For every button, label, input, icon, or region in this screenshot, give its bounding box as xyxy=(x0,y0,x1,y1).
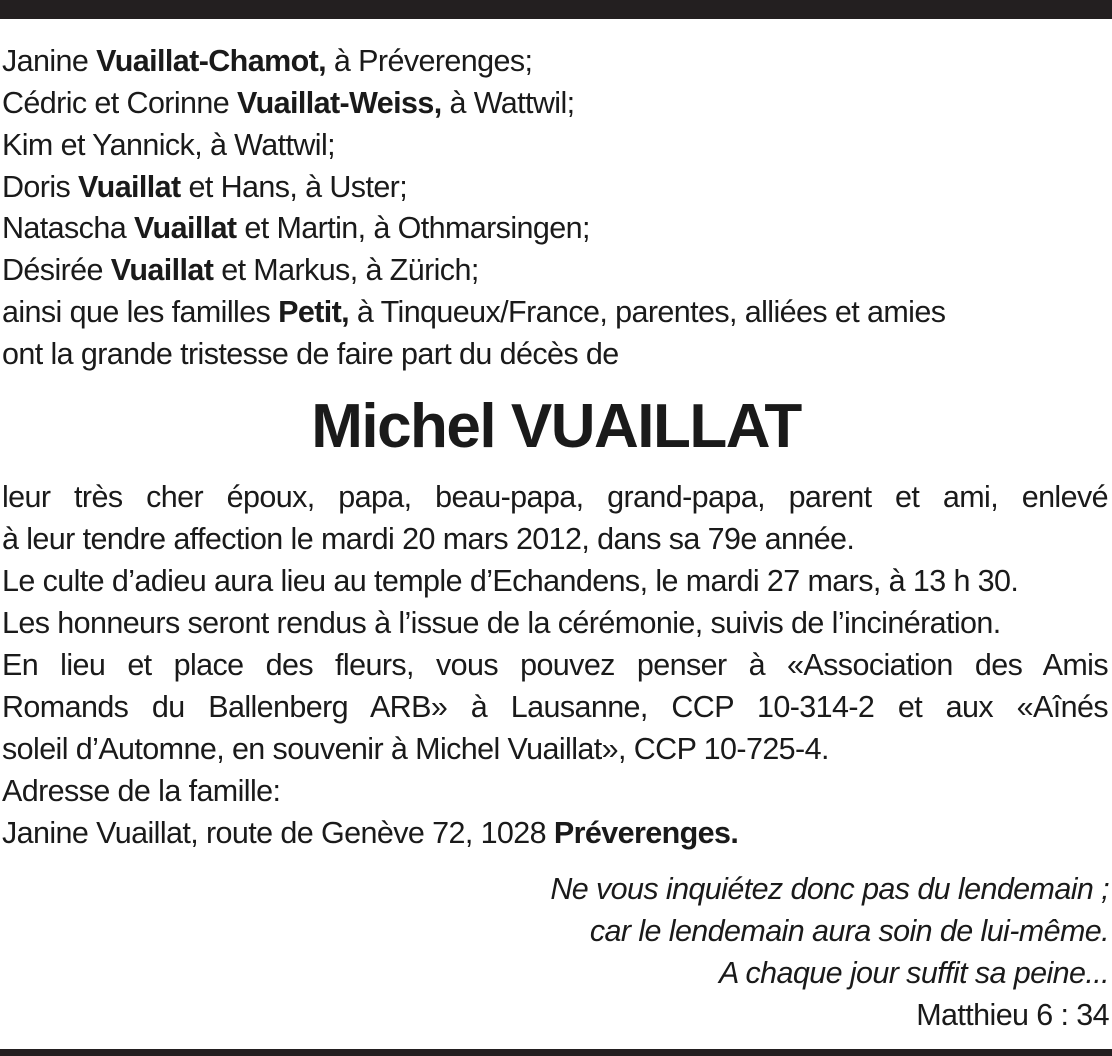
body-line-4: Les honneurs seront rendus à l’issue de la cérémonie, suivis de l’incinération. xyxy=(2,606,1001,640)
family-line-2 xyxy=(2,82,575,124)
text: ont la grande tristesse de faire part du décès de xyxy=(2,337,619,371)
text: Natascha xyxy=(2,211,134,245)
family-address xyxy=(2,812,738,854)
text: et Markus, à Zürich; xyxy=(213,253,479,287)
text: à Wattwil; xyxy=(441,86,575,120)
family-line-7 xyxy=(2,291,945,333)
text: à Tinqueux/France, parentes, alliées et amies xyxy=(349,295,946,329)
body-line-5: En lieu et place des fleurs, vous pouvez penser à «Association des Amis xyxy=(2,648,1108,682)
quote-line-1: Ne vous inquiétez donc pas du lendemain ; xyxy=(550,872,1109,906)
top-border-rule xyxy=(0,0,1112,19)
surname: Vuaillat-Weiss, xyxy=(237,86,442,120)
deceased-name: Michel VUAILLAT xyxy=(311,392,801,461)
quote-reference: Matthieu 6 : 34 xyxy=(916,998,1109,1032)
quote-line-2: car le lendemain aura soin de lui-même. xyxy=(589,914,1109,948)
text: Doris xyxy=(2,170,79,204)
body-line-1: leur très cher époux, papa, beau-papa, grand-papa, parent et ami, enlevé xyxy=(2,480,1108,514)
surname: Petit, xyxy=(278,295,350,329)
text: et Martin, à Othmarsingen; xyxy=(236,211,590,245)
family-line-5 xyxy=(2,207,590,249)
text: Janine xyxy=(2,44,97,78)
surname: Vuaillat xyxy=(78,170,181,204)
quote-line-3: A chaque jour suffit sa peine... xyxy=(719,956,1109,990)
body-line-6: Romands du Ballenberg ARB» à Lausanne, CCP 10-314-2 et aux «Aînés xyxy=(2,690,1108,724)
body-line-8: Adresse de la famille: xyxy=(2,774,281,808)
bottom-border-rule xyxy=(0,1049,1112,1056)
locality: Préverenges. xyxy=(553,816,739,850)
text: Kim et Yannick, à Wattwil; xyxy=(2,128,336,162)
surname: Vuaillat xyxy=(110,253,214,287)
body-line-7: soleil d’Automne, en souvenir à Michel Vuaillat», CCP 10-725-4. xyxy=(2,732,829,766)
text: à Préverenges; xyxy=(326,44,533,78)
text: et Hans, à Uster; xyxy=(180,170,408,204)
family-line-1 xyxy=(2,40,532,82)
surname: Vuaillat-Chamot, xyxy=(96,44,327,78)
family-line-4 xyxy=(2,166,407,208)
body-line-3: Le culte d’adieu aura lieu au temple d’Echandens, le mardi 27 mars, à 13 h 30. xyxy=(2,564,1019,598)
family-line-8 xyxy=(2,333,619,375)
text: Janine Vuaillat, route de Genève 72, 1028 xyxy=(2,816,554,850)
family-line-3 xyxy=(2,124,335,166)
family-line-6 xyxy=(2,249,479,291)
text: ainsi que les familles xyxy=(2,295,279,329)
body-line-2: à leur tendre affection le mardi 20 mars 2012, dans sa 79e année. xyxy=(2,522,855,556)
text: Cédric et Corinne xyxy=(2,86,238,120)
surname: Vuaillat xyxy=(133,211,237,245)
text: Désirée xyxy=(2,253,111,287)
